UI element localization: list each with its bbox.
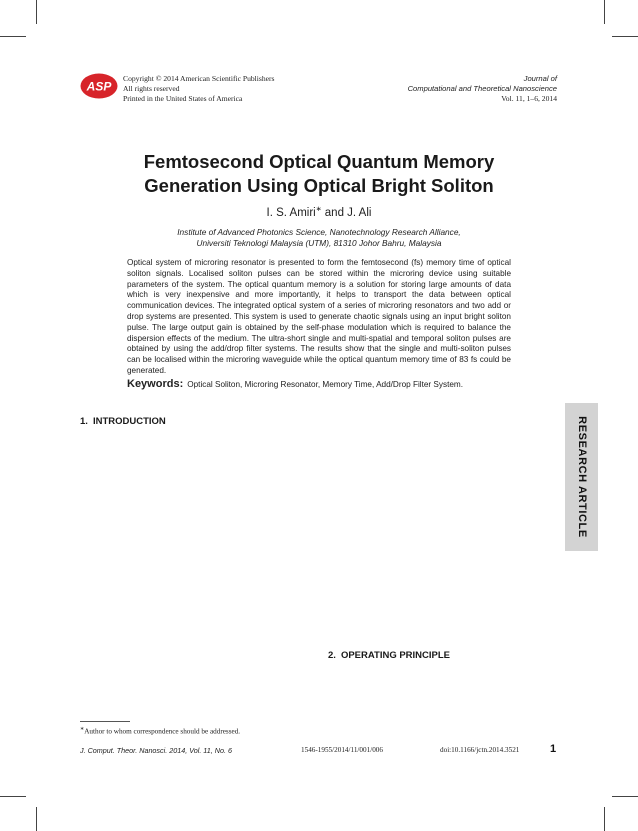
publisher-logo bbox=[80, 73, 118, 99]
journal-name-line: Journal of bbox=[523, 74, 557, 83]
page-number: 1 bbox=[550, 743, 557, 755]
copyright-notice bbox=[123, 74, 275, 104]
footnote-mark: ∗ bbox=[80, 727, 85, 732]
crop-mark bbox=[36, 807, 37, 831]
footer-issn: 1546-1955/2014/11/001/006 bbox=[301, 746, 383, 754]
footnote-text: Author to whom correspondence should be addressed. bbox=[84, 727, 241, 736]
crop-mark bbox=[612, 796, 638, 797]
section-heading-operating-principle bbox=[328, 650, 450, 661]
footnote bbox=[80, 726, 240, 735]
footnote-rule bbox=[80, 721, 130, 722]
journal-volume: Vol. 11, 1–6, 2014 bbox=[501, 94, 557, 103]
author-name: and J. Ali bbox=[321, 207, 372, 219]
section-number: 2. bbox=[328, 650, 336, 661]
printed-line: Printed in the United States of America bbox=[123, 94, 243, 103]
author-list bbox=[100, 207, 538, 219]
keywords-list: Optical Soliton, Microring Resonator, Memory Time, Add/Drop Filter System. bbox=[187, 380, 463, 389]
title-line: Generation Using Optical Bright Soliton bbox=[144, 175, 494, 196]
footer-doi: doi:10.1166/jctn.2014.3521 bbox=[440, 746, 520, 754]
section-number: 1. bbox=[80, 416, 88, 427]
crop-mark bbox=[604, 807, 605, 831]
affiliation bbox=[100, 227, 538, 249]
affiliation-line: Universiti Teknologi Malaysia (UTM), 81310 Johor Bahru, Malaysia bbox=[196, 238, 442, 248]
affiliation-line: Institute of Advanced Photonics Science, Nanotechnology Research Alliance, bbox=[177, 227, 461, 237]
copyright-line: Copyright © 2014 American Scientific Publishers bbox=[123, 74, 275, 83]
journal-name-line: Computational and Theoretical Nanoscience bbox=[407, 84, 557, 93]
author-name: I. S. Amiri bbox=[266, 207, 316, 219]
section-title: OPERATING PRINCIPLE bbox=[340, 650, 451, 661]
tab-label: RESEARCH ARTICLE bbox=[575, 416, 588, 538]
crop-mark bbox=[604, 0, 605, 24]
svg-text:ASP: ASP bbox=[86, 79, 112, 94]
journal-info bbox=[408, 74, 557, 104]
crop-mark bbox=[36, 0, 37, 24]
keywords bbox=[127, 378, 527, 390]
footer-citation: J. Comput. Theor. Nanosci. 2014, Vol. 11, No. 6 bbox=[80, 746, 232, 755]
crop-mark bbox=[612, 36, 638, 37]
corresponding-mark: ∗ bbox=[315, 206, 322, 214]
title-line: Femtosecond Optical Quantum Memory bbox=[143, 151, 495, 172]
section-title: INTRODUCTION bbox=[92, 416, 166, 427]
section-heading-introduction bbox=[80, 416, 166, 427]
crop-mark bbox=[0, 36, 26, 37]
abstract: Optical system of microring resonator is presented to form the femtosecond (fs) memory time of optical soliton signals. Localised soliton pulses can be stored within the microring device using suitable parameters of the system. The optical quantum memory is a solution for storing large amounts of data which is very inexpensive and more importantly, it helps to transport the data between optical communication devices. The integrated optical system of a series of microring resonators and two add or drop systems are presented. This system is used to generate chaotic signals using an input bright soliton pulse. The large output gain is obtained by the self-phase modulation which is required to balance the dispersion effects of the medium. The ultra-short single and multi-spatial and temporal soliton pulses are obtained by using the add/drop filter systems. The results show that the single and multi-soliton pulses can be localised within the microring waveguide while the optical quantum memory time of 83 fs could be generated. bbox=[127, 258, 511, 375]
research-article-tab bbox=[565, 403, 598, 551]
crop-mark bbox=[0, 796, 26, 797]
article-title bbox=[100, 150, 538, 198]
rights-line: All rights reserved bbox=[123, 84, 180, 93]
keywords-label: Keywords: bbox=[127, 378, 184, 390]
